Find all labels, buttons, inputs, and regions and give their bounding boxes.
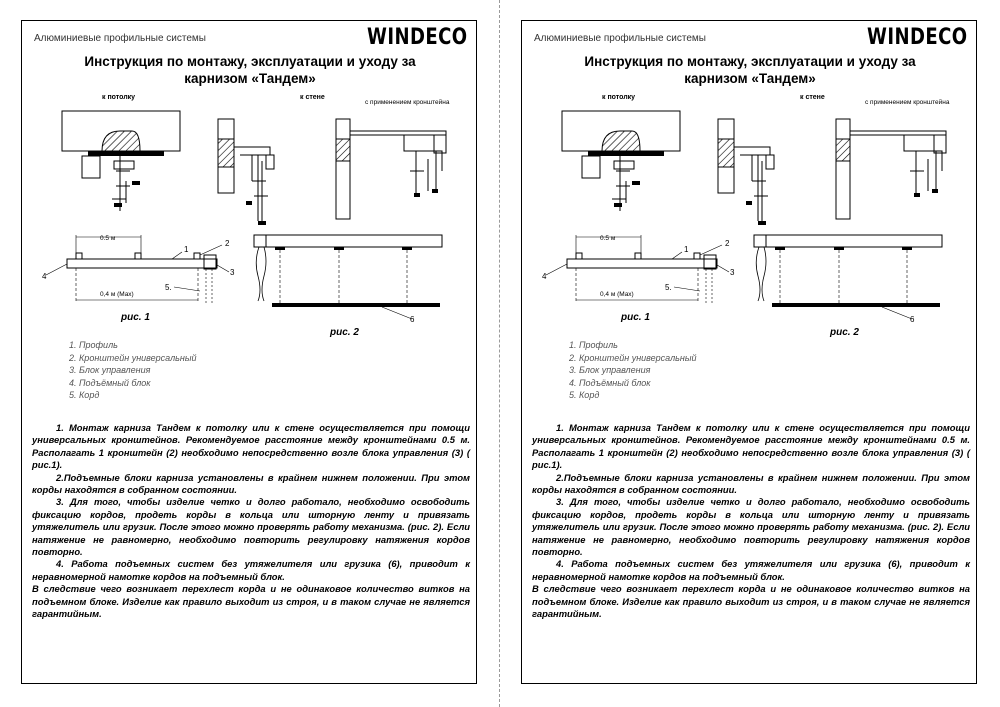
callout-6: 6 [410,315,415,324]
label-bracket: с применением кронштейна [865,99,950,106]
dim-bottom: 0,4 м (Max) [100,291,134,298]
callout-2: 2 [225,239,230,248]
callout-4: 4 [542,272,547,281]
wall-mount-drawing [718,119,774,225]
callout-1: 1 [684,245,689,254]
label-wall: к стене [300,94,325,101]
rail-drawing [46,235,229,303]
instruction-text: 1. Монтаж карниза Тандем к потолку или к стене осуществляется при помощи универсальных кронштейнов. Рекомендуемое расстояние между кронштейнами 0.5 м. Располагать 1 кронштейн (2) необходимо непосредственно возле блока управления (3) ( рис.1). 2.Подъемные блоки карниза установлены в крайнем нижнем положении. При этом корды находятся в собранном состоянии. 3. Для того, чтобы изделие четко и долго работало, необходимо освободить фиксацию кордов, продеть корды в кольца или шторную ленту и привязать утяжелитель или грузик. После этого можно проверять работу механизма. (рис. 2). Если натяжение не равномерно, необходимо повторить регулировку натяжения кордов повторно. 4. Работа подъемных систем без утяжелителя или грузика (6), приводит к неравномерной намотке кордов на подъемный блок. В следствие чего возникает перехлест корда и не одинаковое количество витков на подъемном блоке. Изделие как правило выходит из строя, и в таком случае не является гарантийным. [532,422,970,620]
company-subtitle: Алюминиевые профильные системы [534,33,706,44]
label-ceiling: к потолку [102,94,136,101]
weight-diagram [254,235,442,319]
callout-6: 6 [910,315,915,324]
page-title: Инструкция по монтажу, эксплуатации и уходу за карнизом «Тандем» [584,54,916,86]
ceiling-mount-drawing [62,111,180,211]
weight-diagram [754,235,942,319]
mounting-diagram [522,21,978,351]
callout-3: 3 [230,268,235,277]
label-bracket: с применением кронштейна [365,99,450,106]
brand-logo: WINDECO [367,25,468,50]
label-ceiling: к потолку [602,94,636,101]
dim-top: 0.5 м [100,235,116,242]
parts-legend: 1. Профиль 2. Кронштейн универсальный 3. Блок управления 4. Подъёмный блок 5. Корд [69,340,197,400]
instruction-page-right [521,20,977,684]
wall-mount-drawing [218,119,274,225]
extended-wall-mount-drawing [836,119,946,219]
instruction-text: 1. Монтаж карниза Тандем к потолку или к стене осуществляется при помощи универсальных кронштейнов. Рекомендуемое расстояние между кронштейнами 0.5 м. Располагать 1 кронштейн (2) необходимо непосредственно возле блока управления (3) ( рис.1). 2.Подъемные блоки карниза установлены в крайнем нижнем положении. При этом корды находятся в собранном состоянии. 3. Для того, чтобы изделие четко и долго работало, необходимо освободить фиксацию кордов, продеть корды в кольца или шторную ленту и привязать утяжелитель или грузик. После этого можно проверять работу механизма. (рис. 2). Если натяжение не равномерно, необходимо повторить регулировку натяжения кордов повторно. 4. Работа подъемных систем без утяжелителя или грузика (6), приводит к неравномерной намотке кордов на подъемный блок. В следствие чего возникает перехлест корда и не одинаковое количество витков на подъемном блоке. Изделие как правило выходит из строя, и в таком случае не является гарантийным. [32,422,470,620]
instruction-page-left [21,20,477,684]
parts-legend: 1. Профиль 2. Кронштейн универсальный 3. Блок управления 4. Подъёмный блок 5. Корд [569,340,697,400]
company-subtitle: Алюминиевые профильные системы [34,33,206,44]
mounting-diagram [22,21,478,351]
callout-5: 5. [665,283,672,292]
dim-bottom: 0,4 м (Max) [600,291,634,298]
ceiling-mount-drawing [562,111,680,211]
page-divider [499,0,500,707]
caption-fig2: рис. 2 [330,327,359,338]
extended-wall-mount-drawing [336,119,446,219]
dim-top: 0.5 м [600,235,616,242]
rail-drawing [546,235,729,303]
caption-fig1: рис. 1 [121,312,150,323]
label-wall: к стене [800,94,825,101]
page-title: Инструкция по монтажу, эксплуатации и уходу за карнизом «Тандем» [84,54,416,86]
callout-5: 5. [165,283,172,292]
callout-3: 3 [730,268,735,277]
callout-2: 2 [725,239,730,248]
callout-4: 4 [42,272,47,281]
caption-fig1: рис. 1 [621,312,650,323]
caption-fig2: рис. 2 [830,327,859,338]
callout-1: 1 [184,245,189,254]
brand-logo: WINDECO [867,25,968,50]
